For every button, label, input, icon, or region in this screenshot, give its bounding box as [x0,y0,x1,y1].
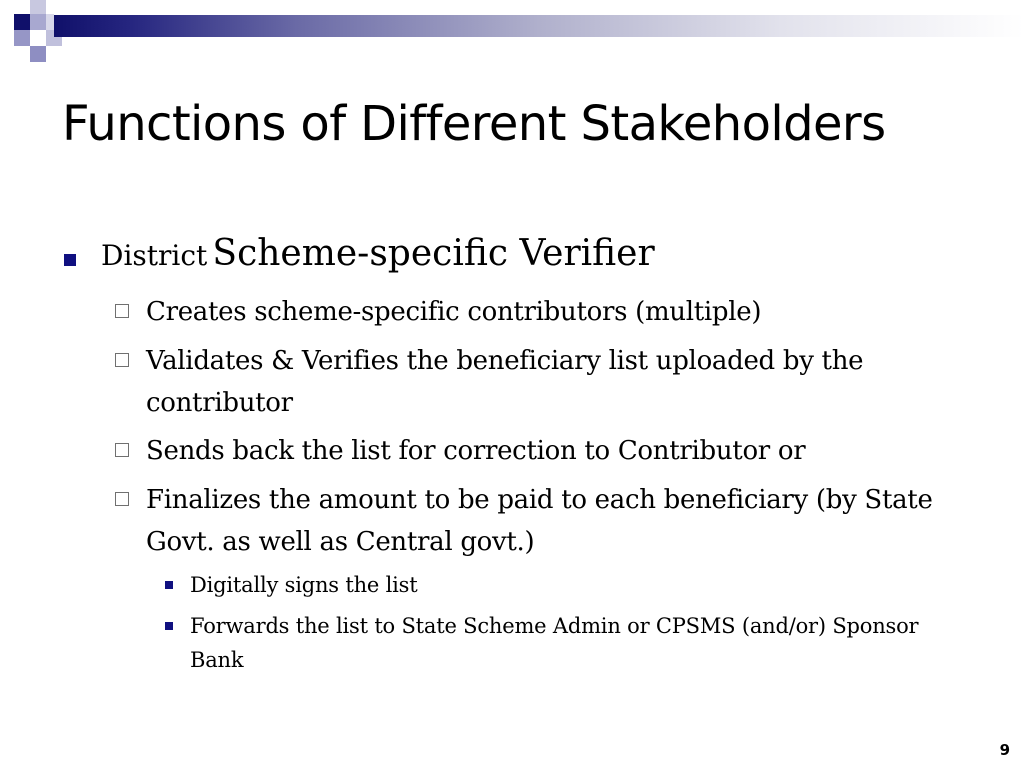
bullet-text: Scheme-specific Verifier [212,233,655,274]
bullet-text: Digitally signs the list [190,573,418,597]
decor-square [14,14,30,30]
bullet-text: Validates & Verifies the beneficiary list uploaded by the contributor [146,346,864,418]
square-bullet-icon [64,254,76,266]
slide-title: Functions of Different Stakeholders [62,96,886,152]
square-bullet-icon [165,581,173,589]
gradient-title-bar [54,15,1024,37]
bullet-text: Creates scheme-specific contributors (multiple) [146,297,762,327]
bullet-level2 [146,340,966,424]
bullet-level3 [190,609,950,677]
decor-square [30,0,46,14]
decor-square [14,30,30,46]
bullet-text: Sends back the list for correction to Contributor or [146,436,806,466]
bullet-text: Forwards the list to State Scheme Admin or CPSMS (and/or) Sponsor Bank [190,614,919,672]
hollow-square-bullet-icon [115,492,129,506]
bullet-text: Finalizes the amount to be paid to each beneficiary (by State Govt. as well as Central govt.) [146,485,933,557]
bullet-level2 [146,479,966,563]
bullet-level1 [101,233,655,274]
hollow-square-bullet-icon [115,443,129,457]
page-number: 9 [999,741,1010,759]
bullet-prefix: District [101,239,208,272]
square-bullet-icon [165,622,173,630]
decor-square [30,14,46,30]
bullet-level3 [190,568,950,602]
hollow-square-bullet-icon [115,304,129,318]
bullet-level2 [146,430,966,472]
decor-square [46,14,54,30]
bullet-level2 [146,291,966,333]
hollow-square-bullet-icon [115,353,129,367]
decor-square [30,46,46,62]
header-decoration [0,0,1024,62]
